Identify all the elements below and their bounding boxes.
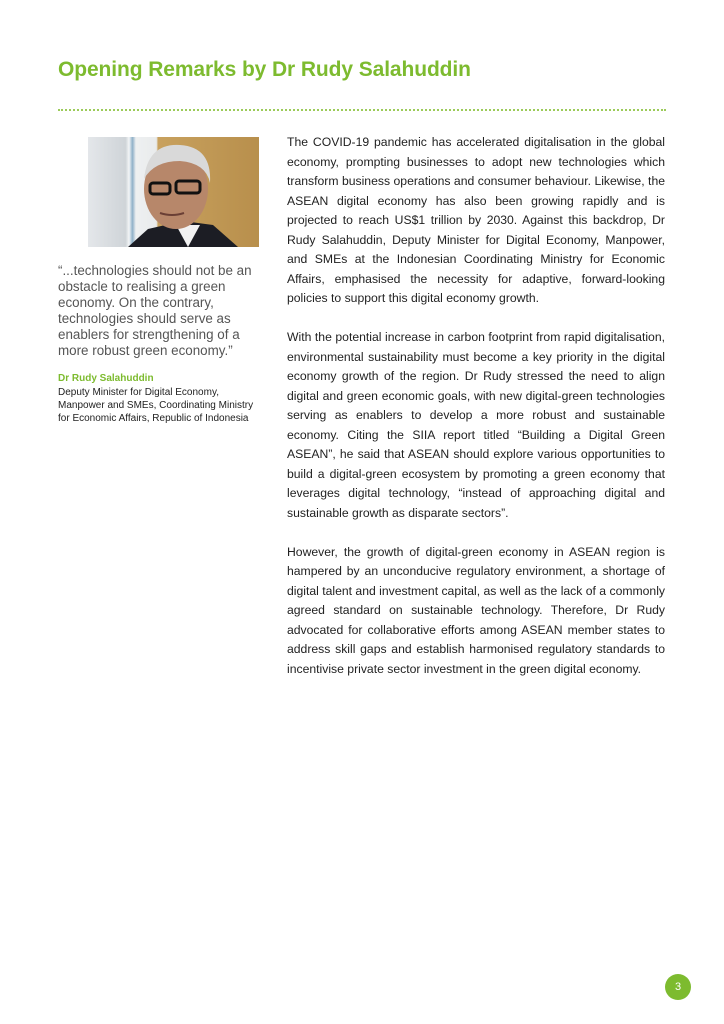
- paragraph: With the potential increase in carbon footprint from rapid digitalisation, environmental sustainability must become a key priority in the digital economy growth of the region. Dr Rudy stressed the need to align digital and green economic goals, with new digital-green technologies serving as enablers to develop a more robust and sustainable economy. Citing the SIIA report titled “Building a Digital Green ASEAN”, he said that ASEAN should explore various opportunities to build a digital-green ecosystem by promoting a green economy that leverages digital technology, “instead of approaching digital and sustainable growth as disparate sectors”.: [287, 330, 665, 520]
- page-title: Opening Remarks by Dr Rudy Salahuddin: [58, 58, 471, 81]
- pull-quote: “...technologies should not be an obstacle to realising a green economy. On the contrary, technologies should serve as enablers for strengthening of a more robust green economy.”: [58, 263, 252, 358]
- speaker-photo: [88, 137, 259, 247]
- speaker-role: Deputy Minister for Digital Economy, Manpower and SMEs, Coordinating Ministry for Economic Affairs, Republic of Indonesia: [58, 387, 254, 425]
- body-text: [287, 133, 665, 699]
- paragraph: However, the growth of digital-green economy in ASEAN region is hampered by an unconducive regulatory environment, a shortage of digital talent and investment capital, as well as the lack of a commonly agreed standard on sustainable technology. Therefore, Dr Rudy advocated for collaborative efforts among ASEAN member states to address skill gaps and establish harmonised regulatory standards to incentivise private sector investment in the green digital economy.: [287, 544, 666, 676]
- speaker-name: Dr Rudy Salahuddin: [58, 373, 154, 384]
- dotted-divider: [58, 109, 666, 111]
- paragraph: The COVID-19 pandemic has accelerated digitalisation in the global economy, prompting businesses to adopt new technologies which transform business operations and consumer behaviour. Likewise, the ASEAN digital economy has also been growing rapidly and is projected to reach US$1 trillion by 2030. Against this backdrop, Dr Rudy Salahuddin, Deputy Minister for Digital Economy, Manpower, and SMEs at the Indonesian Coordinating Ministry for Economic Affairs, emphasised the necessity for adaptive, forward-looking policies to support this digital economy growth.: [287, 135, 665, 305]
- page-number-badge: 3: [665, 974, 691, 1000]
